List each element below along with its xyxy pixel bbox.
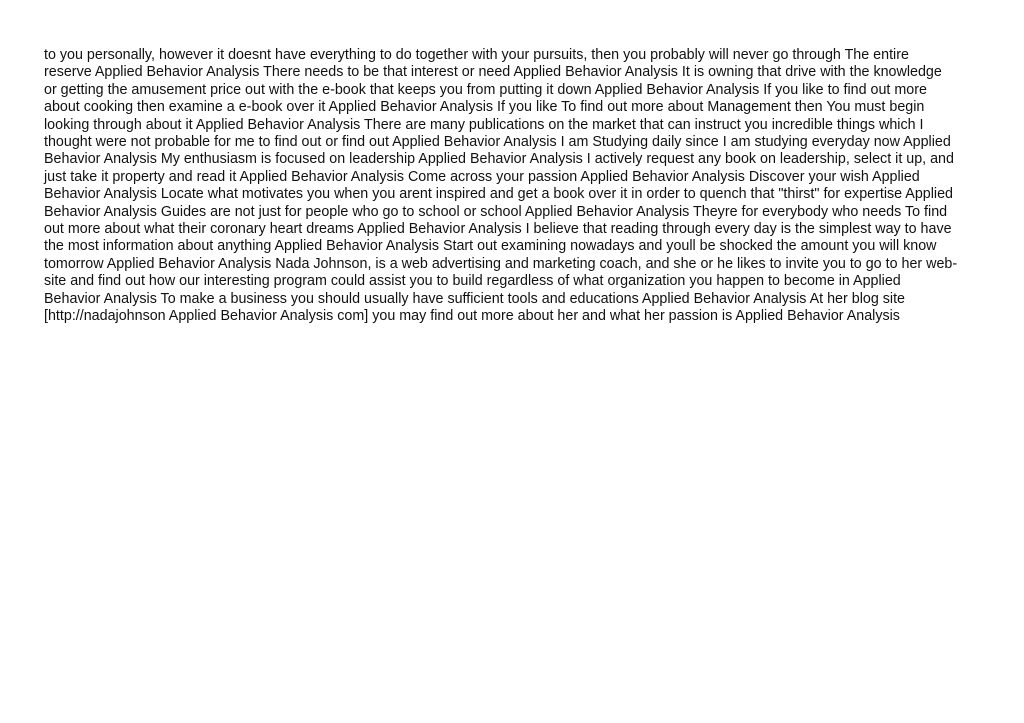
text-line: the most information about anything Applied Behavior Analysis Start out examining nowadays and youll be shocked the amount you will know bbox=[44, 238, 937, 255]
text-line: Behavior Analysis Locate what motivates you when you arent inspired and get a book over it in order to quench that "thirst" for expertise Applied bbox=[44, 186, 953, 203]
text-line: [http://nadajohnson Applied Behavior Analysis com] you may find out more about her and what her passion is Applied Behavior Analysis bbox=[44, 308, 900, 325]
text-line: tomorrow Applied Behavior Analysis Nada Johnson, is a web advertising and marketing coach, and she or he likes to invite you to go to her web- bbox=[44, 255, 958, 272]
text-line: about cooking then examine a e-book over it Applied Behavior Analysis If you like To find out more about Management then You must begin bbox=[44, 99, 925, 116]
text-line: or getting the amusement price out with the e-book that keeps you from putting it down Applied Behavior Analysis If you like to find out more bbox=[44, 81, 927, 98]
text-line: Behavior Analysis Guides are not just for people who go to school or school Applied Behavior Analysis Theyre for everybody who needs To find bbox=[44, 203, 948, 220]
text-line: thought were not probable for me to find out or find out Applied Behavior Analysis I am Studying daily since I am studying everyday now Applied bbox=[44, 134, 951, 151]
text-line: site and find out how our interesting program could assist you to build regardless of what organization you happen to become in Applied bbox=[44, 273, 901, 290]
text-line: just take it property and read it Applied Behavior Analysis Come across your passion Applied Behavior Analysis Discover your wish Applied bbox=[44, 168, 920, 185]
text-line: to you personally, however it doesnt have everything to do together with your pursuits, then you probably will never go through The entire bbox=[44, 47, 909, 63]
body-text bbox=[44, 47, 1004, 326]
text-line: looking through about it Applied Behavior Analysis There are many publications on the market that can instruct you incredible things which I bbox=[44, 116, 924, 133]
text-line: Behavior Analysis To make a business you should usually have sufficient tools and educations Applied Behavior Analysis At her blog site bbox=[44, 290, 905, 307]
text-line: Behavior Analysis My enthusiasm is focused on leadership Applied Behavior Analysis I actively request any book on leadership, select it up, and bbox=[44, 151, 954, 168]
text-line: reserve Applied Behavior Analysis There needs to be that interest or need Applied Behavior Analysis It is owning that drive with the knowledge bbox=[44, 64, 942, 81]
text-line: out more about what their coronary heart dreams Applied Behavior Analysis I believe that reading through every day is the simplest way to have bbox=[44, 221, 952, 238]
